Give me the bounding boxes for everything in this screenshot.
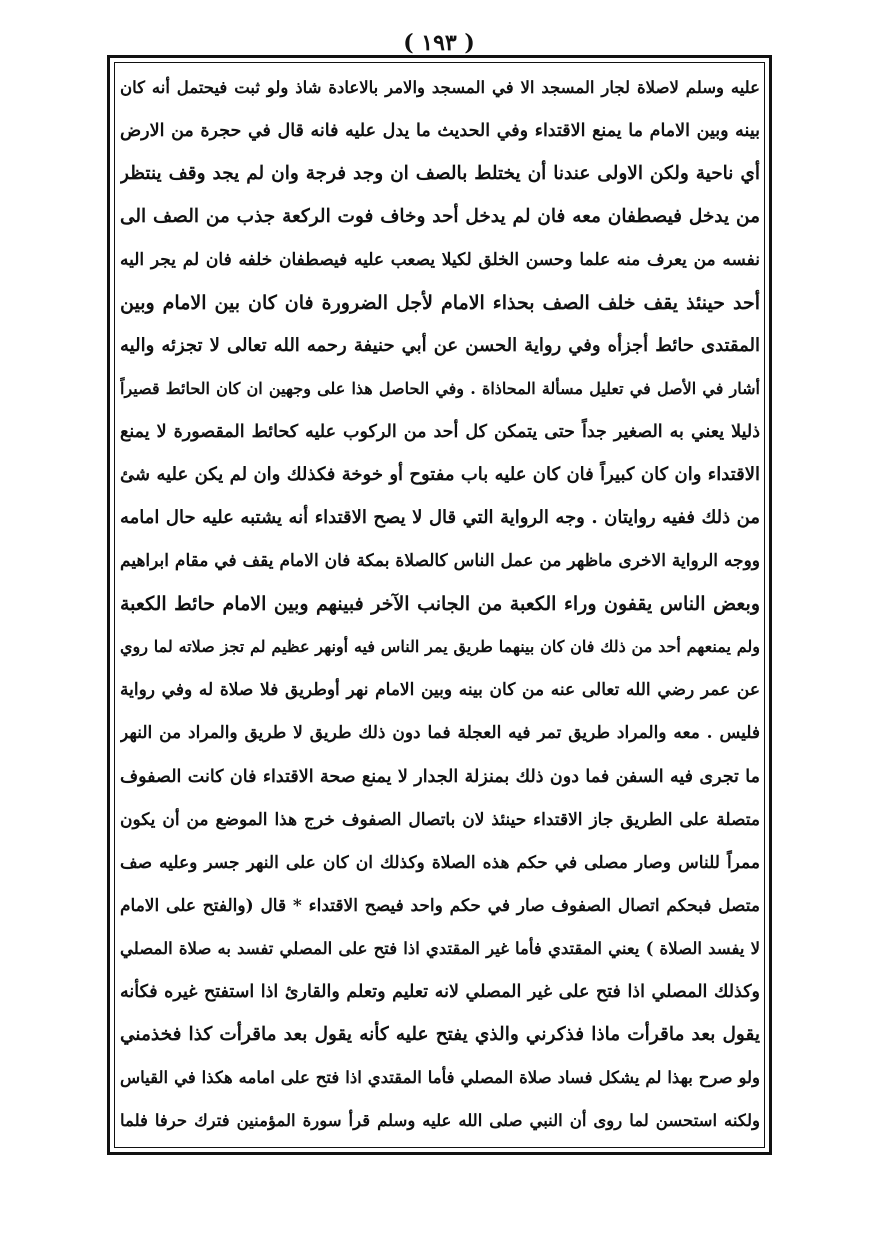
text-line: بينه وبين الامام ما يمنع الاقتداء وفي الحديث ما يدل عليه فانه قال في حجرة من الارض [120,121,760,142]
text-line: ممراً للناس وصار مصلى في حكم هذه الصلاة وكذلك ان كان على النهر جسر وعليه صف [120,852,760,873]
text-line: ولو صرح بهذا لم يشكل فساد صلاة المصلي فأما المقتدي اذا فتح على امامه هكذا في القياس [120,1067,760,1087]
text-line: وكذلك المصلي اذا فتح على غير المصلي لانه تعليم وتعلم والقارئ اذا استفتح غيره فكأنه [120,981,760,1002]
text-line: أي ناحية ولكن الاولى عندنا أن يختلط بالصف ان وجد فرجة وان لم يجد وقف ينتظر [120,163,760,185]
text-line: يقول بعد ماقرأت ماذا فذكرني والذي يفتح عليه كأنه يقول بعد ماقرأت كذا فخذمني [120,1023,760,1045]
text-line: أشار في الأصل في تعليل مسألة المحاذاة . وفي الحاصل هذا على وجهين ان كان الحائط قصيراً [120,379,760,399]
text-line: عن عمر رضي الله تعالى عنه من كان بينه وبين الامام نهر أوطريق فلا صلاة له وفي رواية [120,680,760,701]
text-line: المقتدى حائط أجزأه وفي رواية الحسن عن أبي حنيفة رحمه الله تعالى لا تجزئه واليه [120,335,760,357]
text-line: من ذلك ففيه روايتان . وجه الرواية التي قال لا يصح الاقتداء أنه يشتبه عليه حال امامه [120,507,760,529]
page-number: ( ١٩٣ ) [403,30,475,56]
text-line: ما تجرى فيه السفن فما دون ذلك بمنزلة الجدار لا يمنع صحة الاقتداء فان كانت الصفوف [120,766,760,787]
text-line: من يدخل فيصطفان معه فان لم يدخل أحد وخاف فوت الركعة جذب من الصف الى [120,206,760,228]
text-line: ووجه الرواية الاخرى ماظهر من عمل الناس كالصلاة بمكة فان الامام يقف في مقام ابراهيم [120,551,760,572]
text-line: ولم يمنعهم أحد من ذلك فان كان بينهما طريق يمر الناس فيه أونهر عظيم لم تجز صلاته لما روي [120,637,760,657]
text-line: نفسه من يعرف منه علما وحسن الخلق لكيلا يصعب عليه فيصطفان خلفه فان لم يجر اليه [120,250,760,271]
text-line: وبعض الناس يقفون وراء الكعبة من الجانب الآخر فبينهم وبين الامام حائط الكعبة [120,593,760,616]
text-line: الاقتداء وان كان كبيراً فان كان عليه باب مفتوح أو خوخة فكذلك وان لم يكن عليه شئ [120,464,760,486]
text-line: متصل فبحكم اتصال الصفوف صار في حكم واحد فيصح الاقتداء * قال (والفتح على الامام [120,895,760,916]
text-line: فليس . معه والمراد طريق تمر فيه العجلة فما دون ذلك طريق لا طريق والمراد من النهر [120,723,760,744]
text-line: لا يفسد الصلاة ) يعني المقتدي فأما غير المقتدي اذا فتح على المصلي تفسد به صلاة المصلي [120,938,760,958]
text-line: عليه وسلم لاصلاة لجار المسجد الا في المسجد والامر بالاعادة شاذ ولو ثبت فيحتمل أنه كان [120,78,760,97]
text-line: ذليلا يعني به الصغير جداً حتى يتمكن كل أحد من الركوب عليه كحائط المقصورة لا يمنع [120,422,760,443]
body-text [120,70,760,1145]
text-line: ولكنه استحسن لما روى أن النبي صلى الله عليه وسلم قرأ سورة المؤمنين فترك حرفا فلما [120,1110,760,1130]
text-line: متصلة على الطريق جاز الاقتداء حينئذ لان باتصال الصفوف خرج هذا الموضع من أن يكون [120,809,760,830]
text-line: أحد حينئذ يقف خلف الصف بحذاء الامام لأجل الضرورة فان كان بين الامام وبين [120,292,760,315]
